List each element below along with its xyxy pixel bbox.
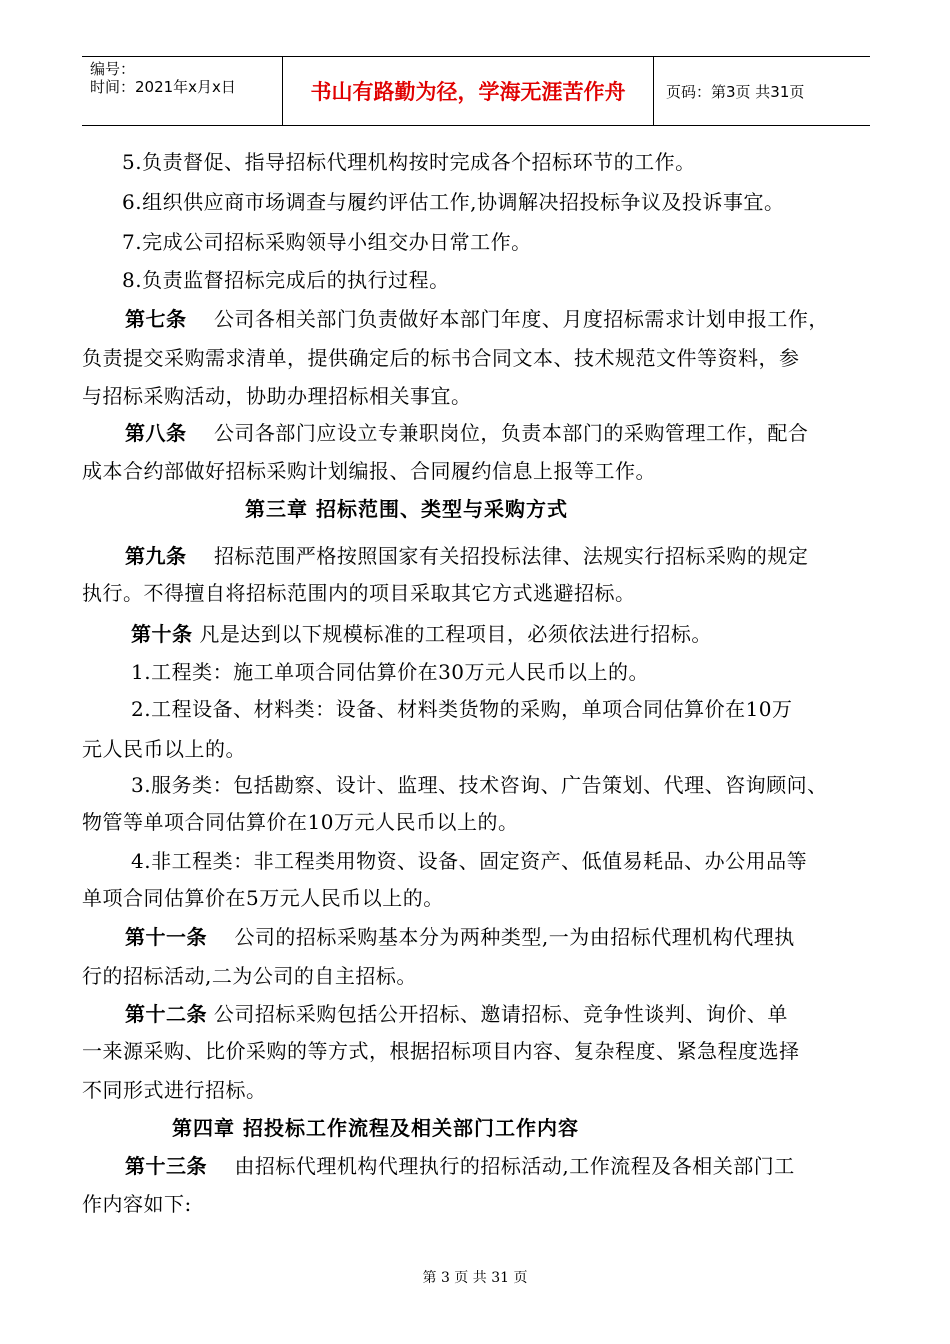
- article-8-title: 第八条: [125, 421, 187, 445]
- article-11-line: [125, 921, 915, 950]
- body-line: 单项合同估算价在5万元人民币以上的。: [82, 886, 444, 910]
- article-8-line: [125, 417, 915, 446]
- body-line: 5.负责督促、指导招标代理机构按时完成各个招标环节的工作。: [122, 150, 696, 174]
- article-12-text: 公司招标采购包括公开招标、邀请招标、竞争性谈判、询价、单: [213, 1002, 788, 1026]
- header-motto: 书山有路勤为径，学海无涯苦作舟: [283, 57, 654, 125]
- article-10-title: 第十条: [131, 622, 193, 646]
- article-11-text: 公司的招标采购基本分为两种类型,一为由招标代理机构代理执: [234, 925, 795, 949]
- page-footer: 第 3 页 共 31 页: [422, 1270, 528, 1286]
- body-line: 行的招标活动,二为公司的自主招标。: [82, 964, 417, 988]
- list-item: 3.服务类：包括勘察、设计、监理、技术咨询、广告策划、代理、咨询顾问、: [131, 773, 828, 797]
- chapter-3-heading: 第三章 招标范围、类型与采购方式: [245, 497, 568, 521]
- article-10-text: 凡是达到以下规模标准的工程项目，必须依法进行招标。: [199, 622, 712, 646]
- body-line: 7.完成公司招标采购领导小组交办日常工作。: [122, 230, 532, 254]
- article-9-title: 第九条: [125, 544, 187, 568]
- article-13-line: [125, 1150, 915, 1179]
- article-8-text: 公司各部门应设立专兼职岗位，负责本部门的采购管理工作，配合: [213, 421, 809, 445]
- article-12-line: [125, 998, 915, 1027]
- body-line: 与招标采购活动，协助办理招标相关事宜。: [82, 384, 472, 408]
- header-page-info: 页码：第3页 共31页: [666, 82, 805, 101]
- body-line: 物管等单项合同估算价在10万元人民币以上的。: [82, 810, 519, 834]
- time-label: 时间：2021年x月x日: [90, 78, 236, 96]
- body-line: 不同形式进行招标。: [82, 1078, 267, 1102]
- article-7-title: 第七条: [125, 307, 187, 331]
- number-label: 编号：: [90, 60, 136, 78]
- list-item: 1.工程类：施工单项合同估算价在30万元人民币以上的。: [131, 660, 650, 684]
- chapter-4-heading: 第四章 招投标工作流程及相关部门工作内容: [172, 1116, 579, 1140]
- header-meta: [82, 57, 283, 125]
- article-11-title: 第十一条: [125, 925, 207, 949]
- body-line: 成本合约部做好招标采购计划编报、合同履约信息上报等工作。: [82, 459, 656, 483]
- article-13-title: 第十三条: [125, 1154, 207, 1178]
- body-line: 负责提交采购需求清单，提供确定后的标书合同文本、技术规范文件等资料，参: [82, 346, 800, 370]
- list-item: 2.工程设备、材料类：设备、材料类货物的采购，单项合同估算价在10万: [131, 697, 793, 721]
- article-9-line: [125, 540, 915, 569]
- article-13-text: 由招标代理机构代理执行的招标活动,工作流程及各相关部门工: [234, 1154, 795, 1178]
- body-line: 执行。不得擅自将招标范围内的项目采取其它方式逃避招标。: [82, 581, 636, 605]
- body-line: 8.负责监督招标完成后的执行过程。: [122, 268, 450, 292]
- body-line: 作内容如下:: [82, 1192, 192, 1216]
- article-12-title: 第十二条: [125, 1002, 207, 1026]
- page-header: [82, 56, 870, 126]
- body-line: 6.组织供应商市场调查与履约评估工作,协调解决招投标争议及投诉事宜。: [122, 190, 785, 214]
- article-7-text: 公司各相关部门负责做好本部门年度、月度招标需求计划申报工作，: [213, 307, 829, 331]
- article-9-text: 招标范围严格按照国家有关招投标法律、法规实行招标采购的规定: [213, 544, 809, 568]
- body-line: 元人民币以上的。: [82, 737, 246, 761]
- list-item: 4.非工程类：非工程类用物资、设备、固定资产、低值易耗品、办公用品等: [131, 849, 808, 873]
- article-7-line: [125, 303, 915, 332]
- article-10-line: [131, 618, 921, 647]
- body-line: 一来源采购、比价采购的等方式，根据招标项目内容、复杂程度、紧急程度选择: [82, 1039, 800, 1063]
